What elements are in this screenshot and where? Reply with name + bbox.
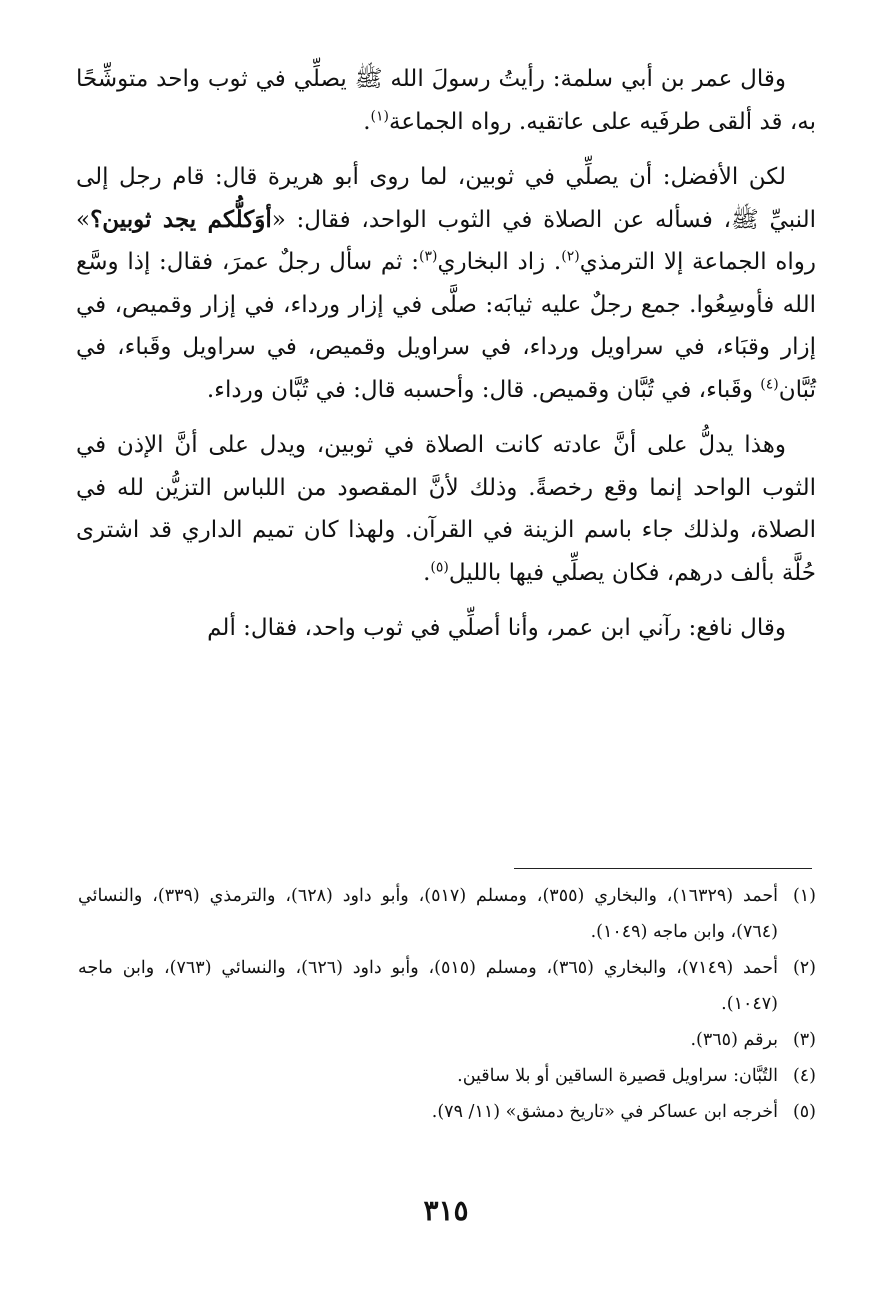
paragraph-text: . xyxy=(423,559,431,586)
paragraph-text: وهذا يدلُّ على أنَّ عادته كانت الصلاة في ثوبين، ويدل على أنَّ الإذن في الثوب الواحد إنما وقع رخصةً. وذلك لأنَّ المقصود من اللباس التزيُّن لله في الصلاة، ولذلك جاء باسم الزينة في القرآن. ولهذا كان تميم الداري قد اشترى حُلَّة بألف درهم، فكان يصلِّي فيها بالليل xyxy=(76,432,816,586)
footnote-number: (٥) xyxy=(792,1102,816,1122)
paragraph-text: » رواه الجماعة إلا الترمذي xyxy=(76,206,817,275)
paragraph-4 xyxy=(76,607,816,650)
footnote-1 xyxy=(78,878,816,950)
paragraph-2 xyxy=(76,156,816,411)
hadith-quote: أوَكلُّكم يجد ثوبين؟ xyxy=(90,205,272,233)
footnote-number: (٣) xyxy=(792,1030,816,1050)
main-text xyxy=(76,58,816,650)
footnote-text: التُبَّان: سراويل قصيرة الساقين أو بلا ساقين. xyxy=(457,1066,778,1086)
paragraph-text: : ثم سأل رجلٌ عمرَ، فقال: إذا وسَّع الله فأوسِعُوا. جمع رجلٌ عليه ثيابَه: صلَّى في إزار ورداء، في إزار وقميص، في إزار وقبَاء، في سراويل ورداء، في سراويل وقميص، في سراويل وقَباء، في تُبَّان xyxy=(76,249,816,403)
footnote-4 xyxy=(78,1058,816,1094)
footnote-ref-5: (٥) xyxy=(430,558,449,575)
footnote-5 xyxy=(78,1094,816,1130)
paragraph-3 xyxy=(76,424,816,594)
footnote-number: (٤) xyxy=(792,1066,816,1086)
footnote-ref-2: (٢) xyxy=(561,248,580,265)
page-number: ٣١٥ xyxy=(423,1194,469,1227)
footnote-separator xyxy=(514,868,812,869)
paragraph-text: وقال نافع: رآني ابن عمر، وأنا أصلِّي في ثوب واحد، فقال: ألم xyxy=(207,615,786,641)
footnote-ref-3: (٣) xyxy=(419,248,438,265)
footnote-ref-4: (٤) xyxy=(760,375,779,392)
paragraph-1 xyxy=(76,58,816,143)
footnote-3 xyxy=(78,1022,816,1058)
footnote-text: أخرجه ابن عساكر في «تاريخ دمشق» (١١/ ٧٩). xyxy=(431,1102,778,1122)
footnote-ref-1: (١) xyxy=(370,107,390,124)
paragraph-text: . زاد البخاري xyxy=(437,249,562,275)
paragraph-text: . xyxy=(363,108,371,135)
paragraph-text: وقال عمر بن أبي سلمة: رأيتُ رسولَ الله ﷺ يصلِّي في ثوب واحد متوشِّحًا به، قد ألقى طرفَيه على عاتقيه. رواه الجماعة xyxy=(76,66,816,135)
paragraph-text: وقَباء، في تُبَّان وقميص. قال: وأحسبه قال: في تُبَّان ورداء. xyxy=(206,376,761,403)
footnote-text: أحمد (١٦٣٢٩)، والبخاري (٣٥٥)، ومسلم (٥١٧)، وأبو داود (٦٢٨)، والترمذي (٣٣٩)، والنسائي (٧٦٤)، وابن ماجه (١٠٤٩). xyxy=(78,886,778,942)
footnote-2 xyxy=(78,950,816,1022)
footnotes xyxy=(78,878,816,1130)
footnote-number: (١) xyxy=(792,886,816,906)
footnote-text: برقم (٣٦٥). xyxy=(690,1030,778,1050)
footnote-number: (٢) xyxy=(792,958,816,978)
paragraph-text: لكن الأفضل: أن يصلِّي في ثوبين، لما روى أبو هريرة قال: قام رجل إلى النبيِّ ﷺ، فسأله عن الصلاة في الثوب الواحد، فقال: « xyxy=(76,164,816,233)
footnote-text: أحمد (٧١٤٩)، والبخاري (٣٦٥)، ومسلم (٥١٥)، وأبو داود (٦٢٦)، والنسائي (٧٦٣)، وابن ماجه (١٠٤٧). xyxy=(78,958,778,1014)
